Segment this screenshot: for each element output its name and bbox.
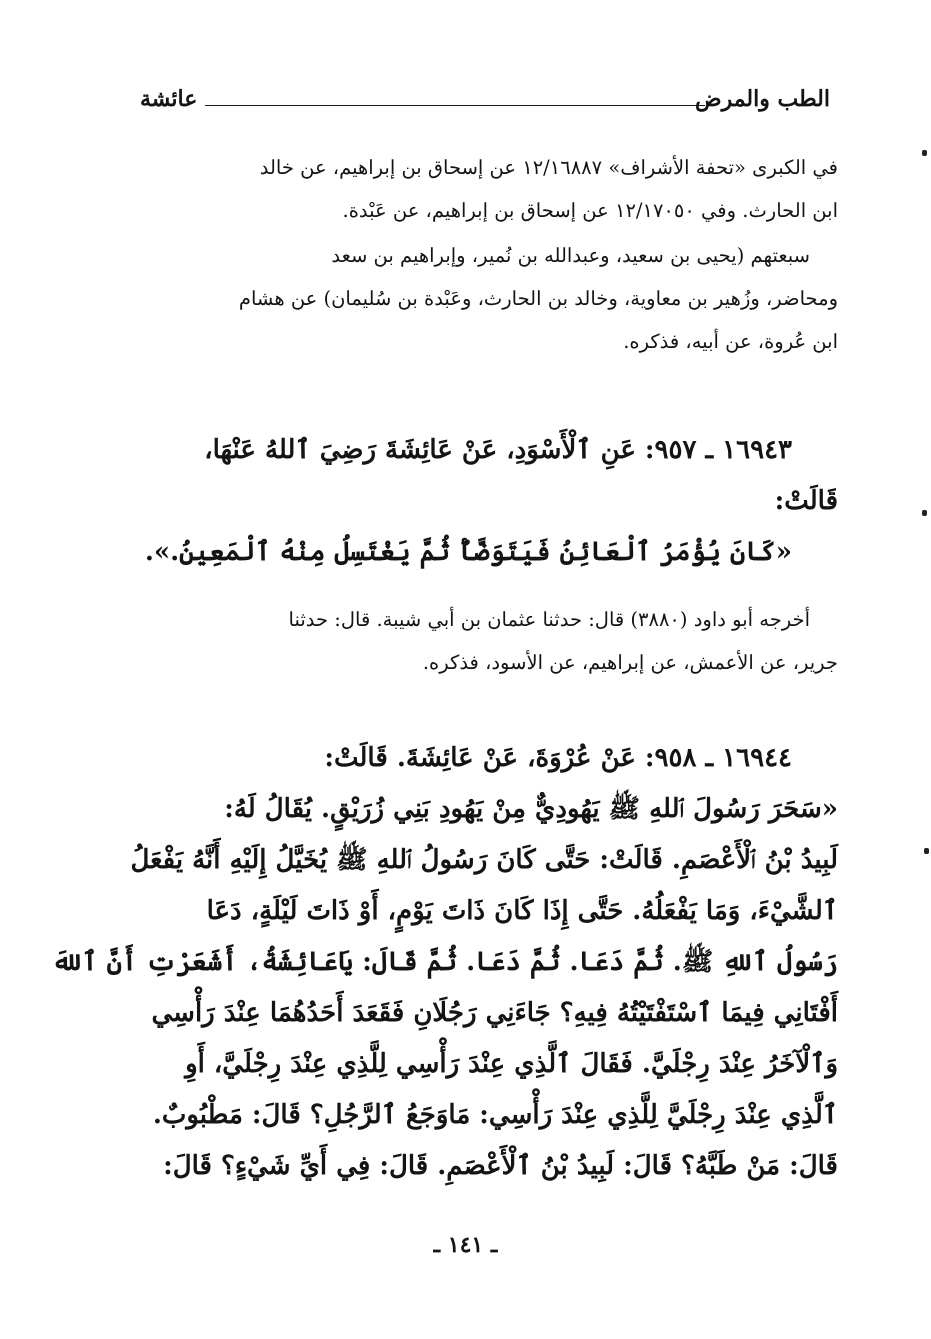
hadith-958-line-8: ٱلَّذِي عِنْدَ رِجْلَيَّ لِلَّذِي عِنْدَ رَأْسِي: مَاوَجَعُ ٱلرَّجُلِ؟ قَالَ: مَطْبُوبٌ. bbox=[152, 1100, 838, 1130]
running-header bbox=[140, 86, 830, 120]
hadith-958-line-3: لَبِيدُ بْنُ ٱلْأَعْصَمِ. قَالَتْ: حَتَّى كَانَ رَسُولُ ٱللهِ ﷺ يُخَيَّلُ إِلَيْهِ أَنَّهُ يَفْعَلُ bbox=[130, 845, 838, 875]
hadith-957-text: «كَانَ يُؤْمَرُ ٱلْعَائِنُ فَيَتَوَضَّأُ ثُمَّ يَغْتَسِلُ مِنْهُ ٱلْمَعِينُ.». bbox=[144, 537, 792, 567]
hadith-958-line-4: ٱلشَّيْءَ، وَمَا يَفْعَلُهُ. حَتَّى إِذَا كَانَ ذَاتَ يَوْمٍ، أَوْ ذَاتَ لَيْلَةٍ، دَعَا bbox=[206, 896, 838, 926]
takhrij-957 bbox=[152, 598, 838, 684]
takhrij-957-line-1: أخرجه أبو داود (٣٨٨٠) قال: حدثنا عثمان بن أبي شيبة. قال: حدثنا bbox=[288, 608, 810, 631]
hadith-957 bbox=[144, 425, 838, 578]
footnote-1-line-2: ابن الحارث. وفي ١٢/١٧٠٥٠ عن إسحاق بن إبراهيم، عن عَبْدة. bbox=[342, 199, 838, 222]
hadith-958-line-2: «سَحَرَ رَسُولَ ٱللهِ ﷺ يَهُودِيٌّ مِنْ يَهُودِ بَنِي زُرَيْقٍ. يُقَالُ لَهُ: bbox=[224, 794, 838, 824]
hadith-957-qalat: قَالَتْ: bbox=[774, 486, 838, 516]
footnote-2 bbox=[152, 234, 838, 363]
scan-mark-top bbox=[922, 150, 927, 156]
hadith-958-line-7: وَٱلْآخَرُ عِنْدَ رِجْلَيَّ. فَقَالَ ٱلَّذِي عِنْدَ رَأْسِي لِلَّذِي عِنْدَ رِجْلَيَّ، أَوِ bbox=[185, 1049, 838, 1079]
hadith-958-heading: ١٦٩٤٤ ـ ٩٥٨: عَنْ عُرْوَةَ، عَنْ عَائِشَةَ. قَالَتْ: bbox=[324, 743, 792, 773]
footnote-1 bbox=[152, 146, 838, 232]
page-number: ـ ١٤١ ـ bbox=[433, 1232, 498, 1258]
footnote-1-line-1: في الكبرى «تحفة الأشراف» ١٢/١٦٨٨٧ عن إسحاق بن إبراهيم، عن خالد bbox=[259, 156, 838, 179]
scan-mark-middle bbox=[922, 510, 927, 516]
footnote-2-line-3: ابن عُروة، عن أبيه، فذكره. bbox=[623, 330, 838, 353]
header-section-title: عائشة bbox=[140, 86, 198, 112]
hadith-958-line-6: أَفْتَانِي فِيمَا ٱسْتَفْتَيْتُهُ فِيهِ؟ جَاءَنِي رَجُلَانِ فَقَعَدَ أَحَدُهُمَا عِنْدَ رَأْسِي bbox=[151, 998, 838, 1028]
scan-mark-lower bbox=[924, 848, 929, 854]
hadith-958-line-5: رَسُولُ ٱللهِ ﷺ. ثُمَّ دَعَا. ثُمَّ دَعَا. ثُمَّ قَالَ: يَاعَائِشَةُ، أَشَعَرْتِ أَنَّ ٱللهَ bbox=[51, 947, 838, 977]
hadith-957-heading: ١٦٩٤٣ ـ ٩٥٧: عَنِ ٱلْأَسْوَدِ، عَنْ عَائِشَةَ رَضِيَ ٱللهُ عَنْهَا، bbox=[204, 435, 792, 465]
takhrij-957-line-2: جرير، عن الأعمش، عن إبراهيم، عن الأسود، فذكره. bbox=[422, 651, 838, 674]
hadith-958-line-9: قَالَ: مَنْ طَبَّهُ؟ قَالَ: لَبِيدُ بْنُ ٱلْأَعْصَمِ. قَالَ: فِي أَيِّ شَيْءٍ؟ قَالَ: bbox=[163, 1151, 838, 1181]
hadith-958 bbox=[51, 733, 838, 1192]
header-chapter-title: الطب والمرض bbox=[694, 86, 830, 112]
footnote-2-line-1: سبعتهم (يحيى بن سعيد، وعبدالله بن نُمير، وإبراهيم بن سعد bbox=[331, 244, 810, 267]
header-rule bbox=[205, 105, 705, 106]
footnote-2-line-2: ومحاضر، وزُهير بن معاوية، وخالد بن الحارث، وعَبْدة بن سُليمان) عن هشام bbox=[238, 287, 838, 310]
